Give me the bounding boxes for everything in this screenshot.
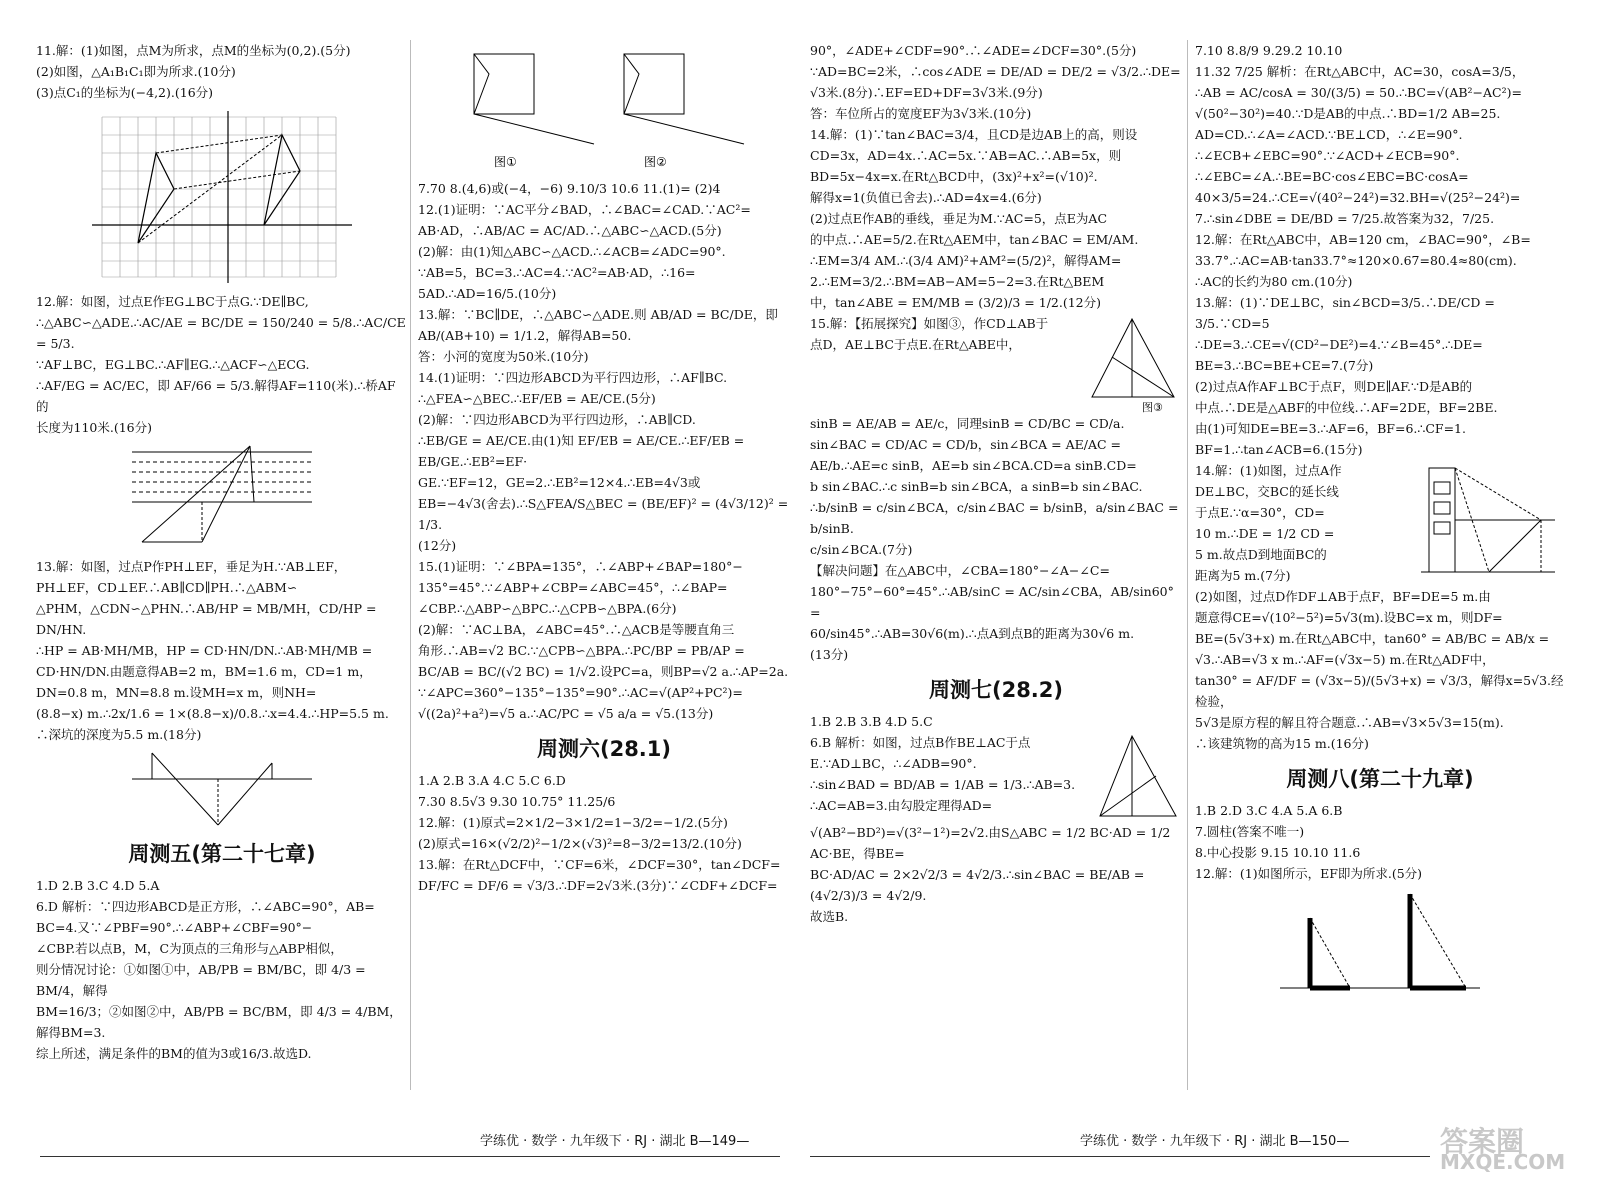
answer-line: BE=(5√3+x) m.在Rt△ABC中，tan60° = AB/BC = AB/x =: [1195, 631, 1550, 646]
answer-line: 7.70 8.(4,6)或(−4，−6) 9.10/3 10.6 11.(1)= (2)4: [418, 181, 721, 196]
q11-line: (3)点C₁的坐标为(−4,2).(16分): [36, 85, 214, 100]
answer-line: 180°−75°−60°=45°.∴AB/sinC = AC/sin∠CBA，AB/sin60° =: [810, 584, 1174, 620]
answer-line: 7.10 8.8/9 9.29.2 10.10: [1195, 43, 1343, 58]
q13-line: 13.解：如图，过点P作PH⊥EF，垂足为H.∵AB⊥EF，: [36, 559, 347, 574]
answer-line: BD=5x−4x=x.在Rt△BCD中，(3x)²+x²=(√10)².: [810, 169, 1098, 184]
answer-line: (2)原式=16×(√2/2)²−1/2×(√3)²=8−3/2=13/2.(10分): [418, 836, 742, 851]
answer-line: 【解决问题】在△ABC中，∠CBA=180°−∠A−∠C=: [810, 563, 1110, 578]
answer-line: 15.解：【拓展探究】如图③，作CD⊥AB于: [810, 316, 1049, 331]
answer-line: ∠CBP.∴△ABP∽△BPC.∴△CPB∽△BPA.(6分): [418, 601, 677, 616]
answer-line: BM=16/3；②如图②中，AB/PB = BC/BM，即 4/3 = 4/BM，解得BM=3.: [36, 1004, 402, 1040]
answer-line: 90°，∠ADE+∠CDF=90°.∴∠ADE=∠DCF=30°.(5分): [810, 43, 1137, 58]
answer-line: sinB = AE/AB = AE/c，同理sinB = CD/BC = CD/a.: [810, 416, 1125, 431]
answer-line: ∴∠ECB+∠EBC=90°.∵∠ACD+∠ECB=90°.: [1195, 148, 1460, 163]
answer-line: 7.圆柱(答案不唯一): [1195, 824, 1305, 839]
triangle-figure-6: [1092, 732, 1182, 822]
answer-line: ∠CBP.若以点B，M，C为顶点的三角形与△ABP相似，: [36, 941, 343, 956]
answer-line: DE⊥BC，交BC的延长线: [1195, 484, 1339, 499]
answer-line: 60/sin45°.∴AB=30√6(m).∴点A到点B的距离为30√6 m.: [810, 626, 1135, 641]
answer-line: (2)过点A作AF⊥BC于点F，则DE∥AF.∵D是AB的: [1195, 379, 1473, 394]
answer-line: ∴∠EBC=∠A.∴BE=BC·cos∠EBC=BC·cosA=: [1195, 169, 1469, 184]
answer-line: 11.32 7/25 解析：在Rt△ABC中，AC=30，cosA=3/5，: [1195, 64, 1525, 79]
answer-line: 1.A 2.B 3.A 4.C 5.C 6.D: [418, 773, 566, 788]
answer-line: √(AB²−BD²)=√(3²−1²)=2√2.由S△ABC = 1/2 BC·AD = 1/2 AC·BE，得BE=: [810, 825, 1171, 861]
answer-line: 于点E.∵α=30°，CD=: [1195, 505, 1325, 520]
answer-line: ∴该建筑物的高为15 m.(16分): [1195, 736, 1369, 751]
answer-line: 解得x=1(负值已舍去).∴AD=4x=4.(6分): [810, 190, 1042, 205]
answer-line: 故选B.: [810, 909, 849, 924]
answer-line: (2)如图，过点D作DF⊥AB于点F，BF=DE=5 m.由: [1195, 589, 1491, 604]
answer-line: √3.∴AB=√3 x m.∴AF=(√3x−5) m.在Rt△ADF中，: [1195, 652, 1495, 667]
answer-line: 12.解：(1)原式=2×1/2−3×1/2=1−3/2=−1/2.(5分): [418, 815, 728, 830]
q12-line: 12.解：如图，过点E作EG⊥BC于点G.∵DE∥BC,: [36, 294, 309, 309]
answer-line: 8.中心投影 9.15 10.10 11.6: [1195, 845, 1361, 860]
answer-line: 10 m.∴DE = 1/2 CD =: [1195, 526, 1335, 541]
q13-line: (8.8−x) m.∴2x/1.6 = 1×(8.8−x)/0.8.∴x=4.4.∴HP=5.5 m.: [36, 706, 389, 721]
q13-line: PH⊥EF，CD⊥EF.∴AB∥CD∥PH.∴△ABM∽: [36, 580, 298, 595]
answer-line: 综上所述，满足条件的BM的值为3或16/3.故选D.: [36, 1046, 312, 1061]
footer-right: 学练优 · 数学 · 九年级下 · RJ · 湖北 B—150—: [1080, 1134, 1350, 1149]
answer-line: √(50²−30²)=40.∵D是AB的中点.∴BD=1/2 AB=25.: [1195, 106, 1501, 121]
answer-line: ∵∠APC=360°−135°−135°=90°.∴AC=√(AP²+PC²)=: [418, 685, 743, 700]
building-figure: [1415, 460, 1565, 580]
answer-line: 13.解：∵BC∥DE，∴△ABC∽△ADE.则 AB/AD = BC/DE，即: [418, 307, 778, 322]
figure-label: 图①: [494, 155, 517, 169]
answer-line: 答：车位所占的宽度EF为3√3米.(10分): [810, 106, 1032, 121]
column-divider: [410, 40, 411, 1090]
answer-line: √((2a)²+a²)=√5 a.∴AC/PC = √5 a/a = √5.(13分): [418, 706, 714, 721]
answer-line: 13.解：(1)∵DE⊥BC，sin∠BCD=3/5.∴DE/CD = 3/5.∵CD=5: [1195, 295, 1495, 331]
answer-line: AB/(AB+10) = 1/1.2，解得AB=50.: [418, 328, 632, 343]
section-heading: 周测七(28.2): [928, 678, 1063, 702]
square-figures: [454, 44, 754, 174]
answer-line: ∴EM=3/4 AM.∴(3/4 AM)²+AM²=(5/2)²，解得AM=: [810, 253, 1122, 268]
bridge-figure: [122, 442, 322, 552]
answer-line: 12.解：(1)如图所示，EF即为所求.(5分): [1195, 866, 1423, 881]
figure-label: 图②: [644, 155, 667, 169]
answer-line: ∵AD=BC=2米，∴cos∠ADE = DE/AD = DE/2 = √3/2.∴DE=: [810, 64, 1181, 79]
watermark-url: MXQE.COM: [1440, 1150, 1566, 1174]
coordinate-grid-figure: [82, 107, 362, 287]
answer-line: 中点.∴DE是△ABF的中位线.∴AF=2DE，BF=2BE.: [1195, 400, 1498, 415]
pit-figure: [122, 749, 322, 829]
answer-line: (2)解：∵AC⊥BA，∠ABC=45°.∴△ACB是等腰直角三: [418, 622, 735, 637]
answer-line: ∴AC=AB=3.由勾股定理得AD=: [810, 798, 993, 813]
answer-line: 1.B 2.D 3.C 4.A 5.A 6.B: [1195, 803, 1343, 818]
answer-line: 答：小河的宽度为50米.(10分): [418, 349, 589, 364]
footer-left: 学练优 · 数学 · 九年级下 · RJ · 湖北 B—149—: [480, 1134, 750, 1149]
answer-line: DF/FC = DF/6 = √3/3.∴DF=2√3米.(3分)∵∠CDF+∠DCF=: [418, 878, 778, 893]
answer-line: 中，tan∠ABE = EM/MB = (3/2)/3 = 1/2.(12分): [810, 295, 1102, 310]
answer-line: 距离为5 m.(7分): [1195, 568, 1291, 583]
answer-line: ∵AB=5，BC=3.∴AC=4.∵AC²=AB·AD，∴16=: [418, 265, 696, 280]
answer-line: c/sin∠BCA.(7分): [810, 542, 913, 557]
answer-line: (12分): [418, 538, 457, 553]
column-3: [810, 40, 1182, 1090]
shadow-figure: [1270, 888, 1490, 998]
answer-line: √3米.(8分)∴EF=ED+DF=3√3米.(9分): [810, 85, 1043, 100]
answer-line: (2)过点E作AB的垂线，垂足为M.∵AC=5，点E为AC: [810, 211, 1108, 226]
answer-line: 1.B 2.B 3.B 4.D 5.C: [810, 714, 933, 729]
answer-line: 则分情况讨论：①如图①中，AB/PB = BM/BC，即 4/3 = BM/4，解得: [36, 962, 366, 998]
answer-line: 1.D 2.B 3.C 4.D 5.A: [36, 878, 160, 893]
column-1: [36, 40, 408, 1090]
answer-line: sin∠BAC = CD/AC = CD/b，sin∠BCA = AE/AC =: [810, 437, 1122, 452]
answer-line: tan30° = AF/DF = (√3x−5)/(5√3+x) = √3/3，解得x=5√3.经检验，: [1195, 673, 1564, 709]
triangle-figure-3: [1082, 313, 1182, 413]
answer-line: ∴DE=3.∴CE=√(CD²−DE²)=4.∵∠B=45°.∴DE=: [1195, 337, 1483, 352]
footer-rule: [40, 1156, 780, 1157]
answer-line: 12.(1)证明：∵AC平分∠BAD，∴∠BAC=∠CAD.∵AC²=: [418, 202, 751, 217]
q13-line: ∴深坑的深度为5.5 m.(18分): [36, 727, 202, 742]
section-heading: 周测六(28.1): [536, 737, 671, 761]
answer-line: 5√3是原方程的解且符合题意.∴AB=√3×5√3=15(m).: [1195, 715, 1504, 730]
answer-line: 14.解：(1)如图，过点A作: [1195, 463, 1342, 478]
answer-line: 6.D 解析：∵四边形ABCD是正方形，∴∠ABC=90°，AB=: [36, 899, 375, 914]
q11-line: 11.解：(1)如图，点M为所求，点M的坐标为(0,2).(5分): [36, 43, 351, 58]
answer-line: AD=CD.∴∠A=∠ACD.∵BE⊥CD，∴∠E=90°.: [1195, 127, 1463, 142]
answer-line: 135°=45°.∵∠ABP+∠CBP=∠ABC=45°，∴∠BAP=: [418, 580, 728, 595]
q12-line: ∴△ABC∽△ADE.∴AC/AE = BC/DE = 150/240 = 5/8.∴AC/CE = 5/3.: [36, 315, 406, 351]
answer-line: 7.∴sin∠DBE = DE/BD = 7/25.故答案为32，7/25.: [1195, 211, 1495, 226]
answer-line: ∴EB/GE = AE/CE.由(1)知 EF/EB = AE/CE.∴EF/EB = EB/GE.∴EB²=EF·: [418, 433, 745, 469]
answer-line: GE.∵EF=12，GE=2.∴EB²=12×4.∴EB=4√3或: [418, 475, 701, 490]
answer-line: 14.(1)证明：∵四边形ABCD为平行四边形，∴AF∥BC.: [418, 370, 728, 385]
answer-line: 题意得CE=√(10²−5²)=5√3(m).设BC=x m，则DF=: [1195, 610, 1503, 625]
q12-line: 长度为110米.(16分): [36, 420, 152, 435]
section-heading: 周测八(第二十九章): [1286, 767, 1474, 791]
answer-line: 5AD.∴AD=16/5.(10分): [418, 286, 557, 301]
answer-line: BC/AB = BC/(√2 BC) = 1/√2.设PC=a，则BP=√2 a.∴AP=2a.: [418, 664, 789, 679]
answer-line: AB·AD，∴AB/AC = AC/AD.∴△ABC∽△ACD.(5分): [418, 223, 722, 238]
column-4: [1195, 40, 1565, 1090]
answer-line: CD=3x，AD=4x.∴AC=5x.∵AB=AC.∴AB=5x，则: [810, 148, 1122, 163]
answer-line: 6.B 解析：如图，过点B作BE⊥AC于点: [810, 735, 1031, 750]
answer-line: (2)解：由(1)知△ABC∽△ACD.∴∠ACB=∠ADC=90°.: [418, 244, 726, 259]
answer-line: BE=3.∴BC=BE+CE=7.(7分): [1195, 358, 1374, 373]
answer-line: 33.7°.∴AC=AB·tan33.7°≈120×0.67=80.4≈80(cm).: [1195, 253, 1517, 268]
answer-line: 14.解：(1)∵tan∠BAC=3/4，且CD是边AB上的高，则设: [810, 127, 1138, 142]
answer-line: ∴b/sinB = c/sin∠BCA，c/sin∠BAC = b/sinB，a/sin∠BAC = b/sinB.: [810, 500, 1179, 536]
answer-line: (2)解：∵四边形ABCD为平行四边形，∴AB∥CD.: [418, 412, 696, 427]
column-2: [418, 40, 790, 1090]
answer-line: (13分): [810, 647, 849, 662]
answer-line: BF=1.∴tan∠ACB=6.(15分): [1195, 442, 1363, 457]
column-divider: [1187, 40, 1188, 1090]
q12-line: ∴AF/EG = AC/EC，即 AF/66 = 5/3.解得AF=110(米).∴桥AF的: [36, 378, 396, 414]
q13-line: △PHM，△CDN∽△PHN.∴AB/HP = MB/MH，CD/HP = DN/HN.: [36, 601, 377, 637]
footer-rule: [810, 1156, 1430, 1157]
q12-line: ∵AF⊥BC，EG⊥BC.∴AF∥EG.∴△ACF∽△ECG.: [36, 357, 310, 372]
answer-line: 由(1)可知DE=BE=3.∴AF=6，BF=6.∴CF=1.: [1195, 421, 1466, 436]
answer-line: BC·AD/AC = 2×2√2/3 = 4√2/3.∴sin∠BAC = BE/AB = (4√2/3)/3 = 4√2/9.: [810, 867, 1145, 903]
answer-line: 的中点.∴AE=5/2.在Rt△AEM中，tan∠BAC = EM/AM.: [810, 232, 1139, 247]
answer-line: 15.(1)证明：∵∠BPA=135°，∴∠ABP+∠BAP=180°−: [418, 559, 743, 574]
q13-line: CD·HN/DN.由题意得AB=2 m，BM=1.6 m，CD=1 m，: [36, 664, 372, 679]
answer-line: ∴AB = AC/cosA = 30/(3/5) = 50.∴BC=√(AB²−AC²)=: [1195, 85, 1522, 100]
answer-line: 2.∴EM=3/2.∴BM=AB−AM=5−2=3.在Rt△BEM: [810, 274, 1105, 289]
answer-line: ∴sin∠BAD = BD/AB = 1/AB = 1/3.∴AB=3.: [810, 777, 1076, 792]
answer-line: 点D，AE⊥BC于点E.在Rt△ABE中，: [810, 337, 1021, 352]
answer-line: 40×3/5=24.∴CE=√(40²−24²)=32.BH=√(25²−24²)=: [1195, 190, 1521, 205]
answer-line: 5 m.故点D到地面BC的: [1195, 547, 1327, 562]
answer-line: E.∵AD⊥BC，∴∠ADB=90°.: [810, 756, 977, 771]
answer-line: b sin∠BAC.∴c sinB=b sin∠BCA，a sinB=b sin∠BAC.: [810, 479, 1143, 494]
answer-line: ∴△FEA∽△BEC.∴EF/EB = AE/CE.(5分): [418, 391, 656, 406]
section-heading: 周测五(第二十七章): [128, 842, 316, 866]
answer-line: EB=−4√3(舍去).∴S△FEA/S△BEC = (BE/EF)² = (4√3/12)² = 1/3.: [418, 496, 789, 532]
q11-line: (2)如图，△A₁B₁C₁即为所求.(10分): [36, 64, 236, 79]
q13-line: DN=0.8 m，MN=8.8 m.设MH=x m，则NH=: [36, 685, 317, 700]
answer-line: 角形.∴AB=√2 BC.∵△CPB∽△BPA.∴PC/BP = PB/AP =: [418, 643, 745, 658]
q13-line: ∴HP = AB·MH/MB，HP = CD·HN/DN.∴AB·MH/MB =: [36, 643, 373, 658]
answer-line: 12.解：在Rt△ABC中，AB=120 cm，∠BAC=90°，∠B=: [1195, 232, 1531, 247]
figure-label: 图③: [1142, 401, 1163, 413]
answer-line: 7.30 8.5√3 9.30 10.75° 11.25/6: [418, 794, 616, 809]
answer-line: BC=4.又∵∠PBF=90°.∴∠ABP+∠CBF=90°−: [36, 920, 313, 935]
answer-line: 13.解：在Rt△DCF中，∵CF=6米，∠DCF=30°，tan∠DCF=: [418, 857, 781, 872]
answer-line: ∴AC的长约为80 cm.(10分): [1195, 274, 1353, 289]
watermark-logo: 答案圈: [1440, 1125, 1525, 1158]
answer-line: AE/b.∴AE=c sinB，AE=b sin∠BCA.CD=a sinB.CD=: [810, 458, 1137, 473]
